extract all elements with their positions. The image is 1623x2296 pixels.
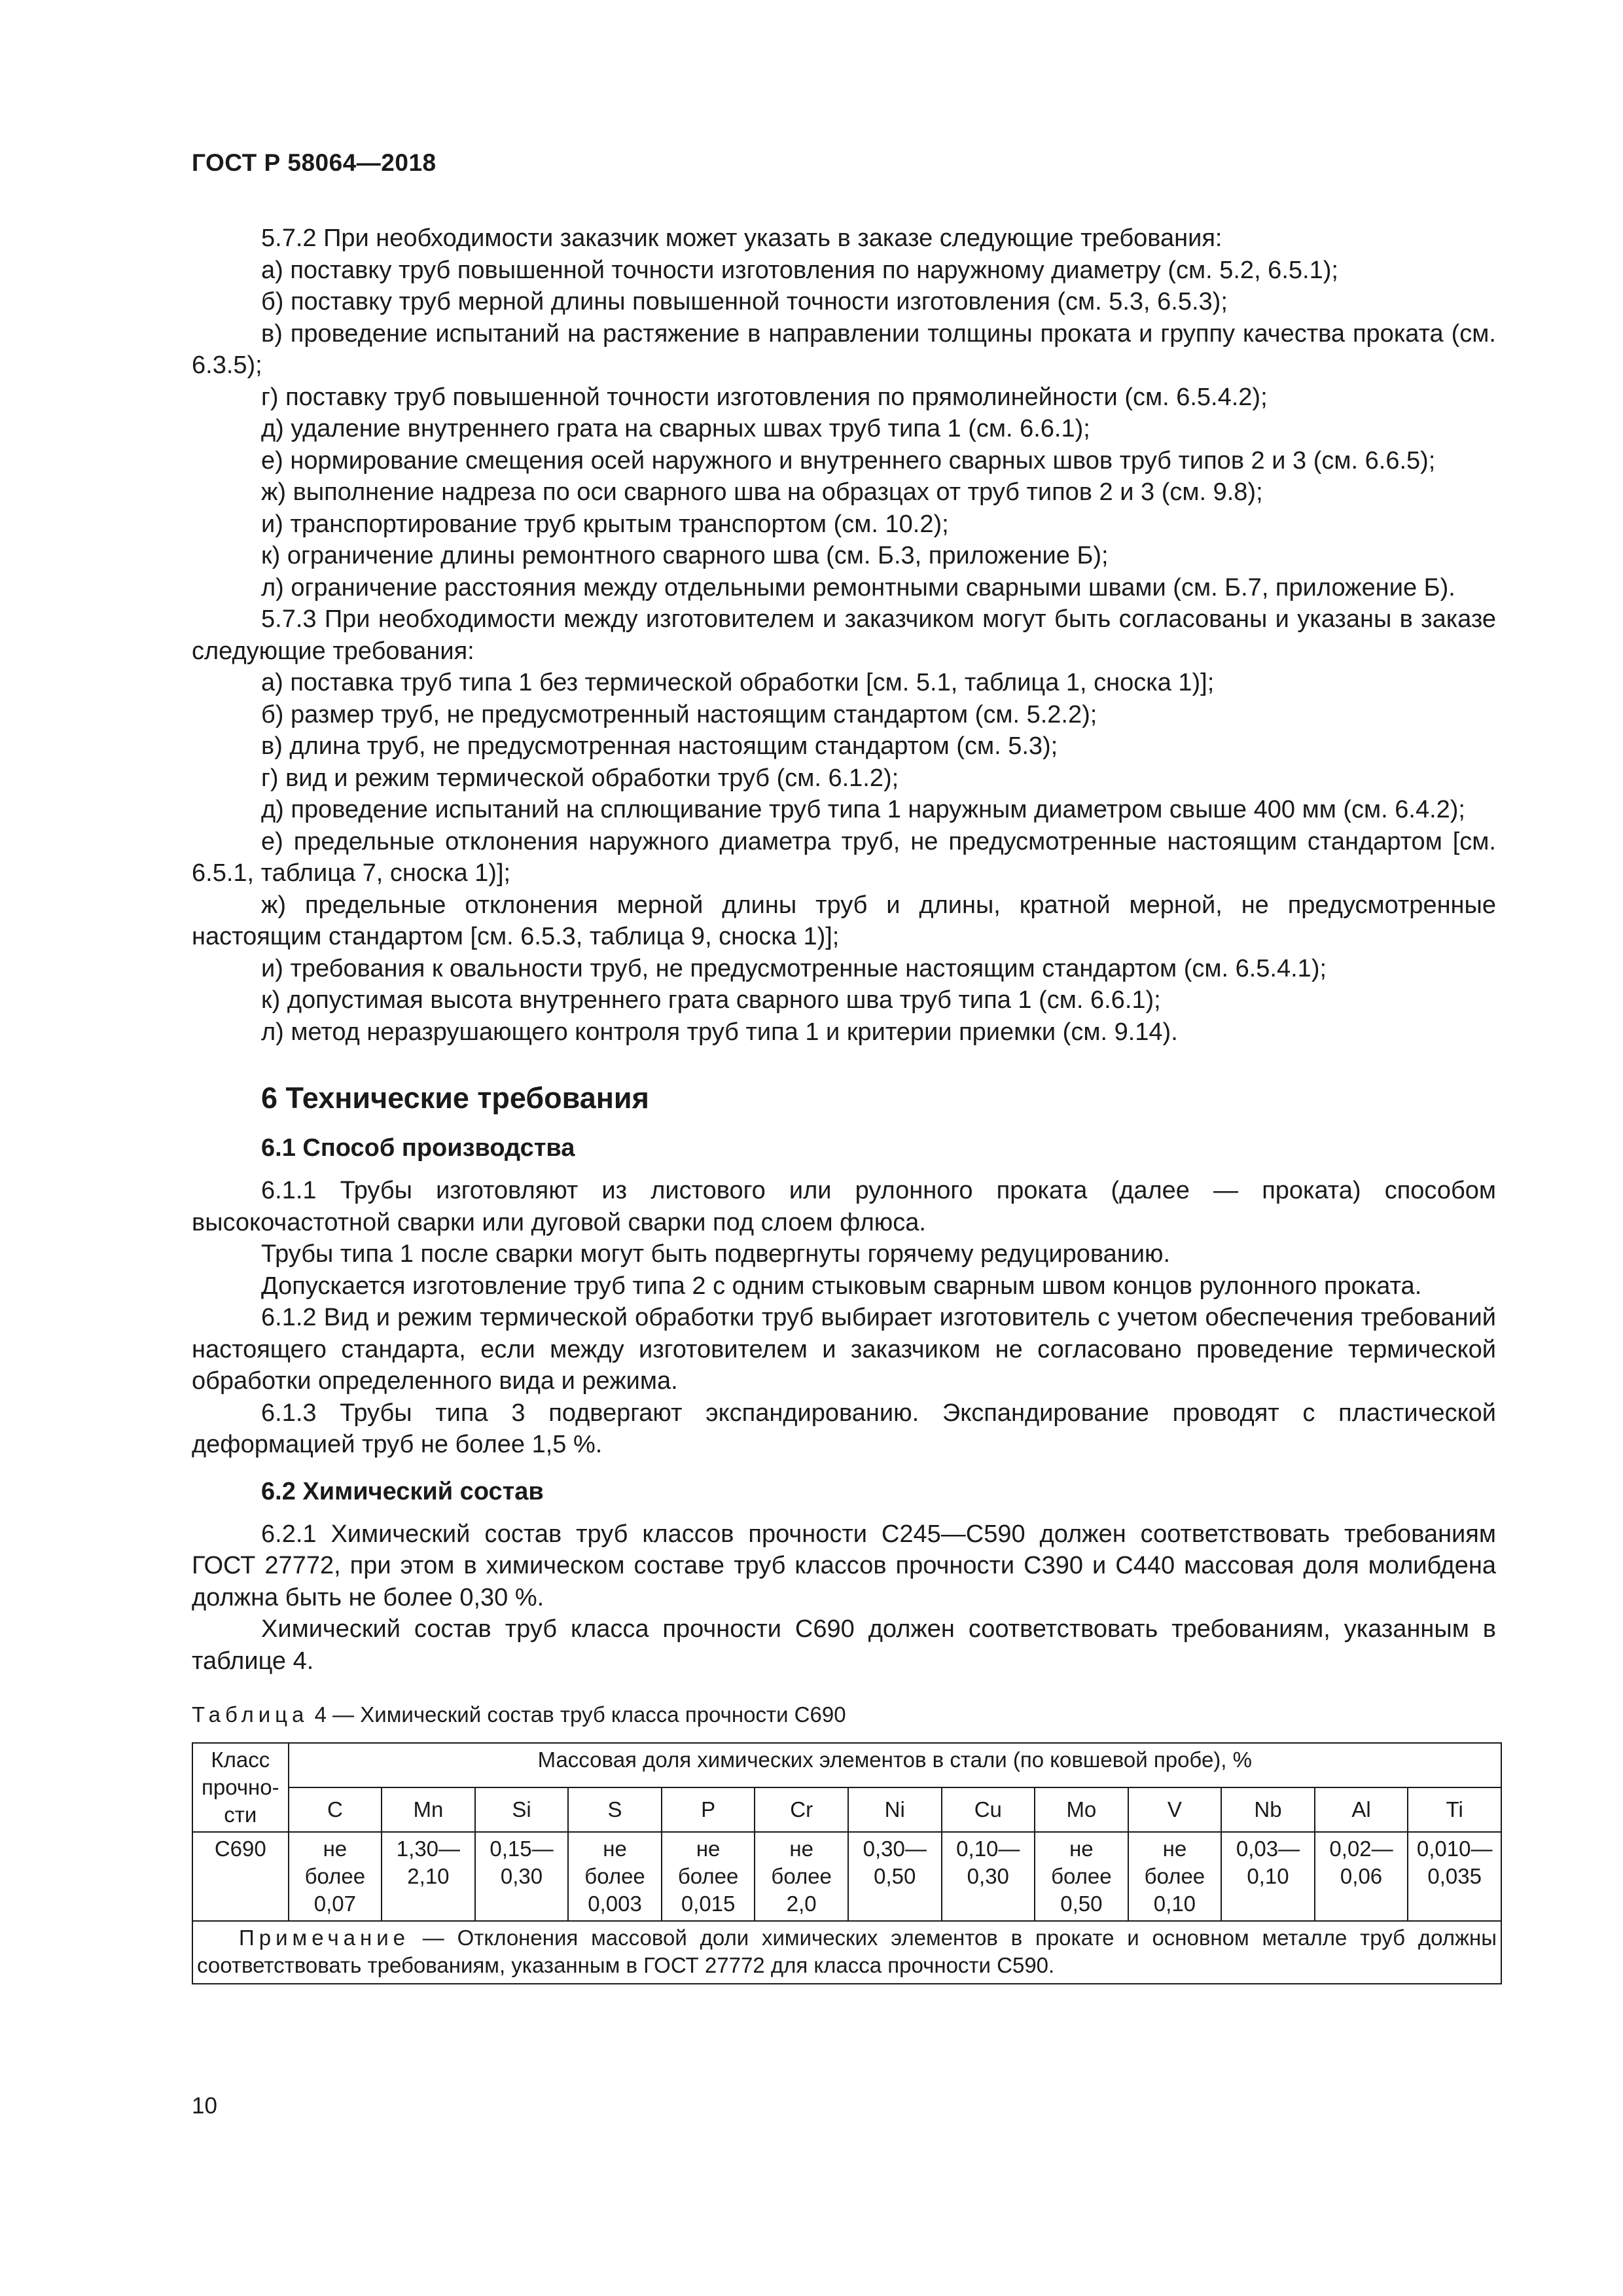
paragraph: Допускается изготовление труб типа 2 с одним стыковым сварным швом концов рулонного проката. [261, 1272, 1422, 1300]
list-item: л) метод неразрушающего контроля труб типа 1 и критерии приемки (см. 9.14). [261, 1018, 1178, 1046]
list-item: к) ограничение длины ремонтного сварного шва (см. Б.3, приложение Б); [261, 542, 1109, 569]
chemical-composition-table [192, 1742, 1502, 1984]
element-header: Mn [382, 1787, 475, 1832]
list-item: в) длина труб, не предусмотренная настоящим стандартом (см. 5.3); [261, 732, 1058, 760]
value-cell: 0,30—0,50 [848, 1832, 942, 1921]
value-cell: 0,010—0,035 [1408, 1832, 1501, 1921]
element-header: Mo [1035, 1787, 1128, 1832]
element-header: V [1128, 1787, 1222, 1832]
table-row [192, 1832, 1501, 1921]
document-header: ГОСТ Р 58064—2018 [192, 149, 437, 176]
value-cell: не более 0,07 [289, 1832, 382, 1921]
paragraph: 6.1.3 Трубы типа 3 подвергают экспандированию. Экспандирование проводят с пластической деформацией труб не более 1,5 %. [192, 1399, 1496, 1458]
value-cell: не более 0,10 [1128, 1832, 1222, 1921]
paragraph: 6.2.1 Химический состав труб классов прочности С245—С590 должен соответствовать требованиям ГОСТ 27772, при этом в химическом составе труб классов прочности С390 и С440 массовая доля молибдена должна быть не более 0,30 %. [192, 1520, 1496, 1611]
list-item: и) транспортирование труб крытым транспортом (см. 10.2); [261, 510, 949, 538]
table-caption-text: 4 — Химический состав труб класса прочности С690 [314, 1702, 846, 1727]
element-header: S [568, 1787, 662, 1832]
paragraph: Трубы типа 1 после сварки могут быть подвергнуты горячему редуцированию. [261, 1240, 1171, 1268]
list-item: д) проведение испытаний на сплющивание труб типа 1 наружным диаметром свыше 400 мм (см. 6.4.2); [261, 796, 1465, 823]
value-cell: 0,15—0,30 [475, 1832, 569, 1921]
group-header-cell: Массовая доля химических элементов в стали (по ковшевой пробе), % [289, 1743, 1501, 1787]
value-cell: не более 0,50 [1035, 1832, 1128, 1921]
table-header-row [192, 1743, 1501, 1787]
list-item: б) размер труб, не предусмотренный настоящим стандартом (см. 5.2.2); [261, 700, 1097, 728]
page-number: 10 [192, 2093, 217, 2119]
page-content [192, 223, 1496, 1984]
value-cell: не более 0,015 [662, 1832, 755, 1921]
list-item: г) вид и режим термической обработки труб (см. 6.1.2); [261, 764, 899, 792]
list-item: ж) выполнение надреза по оси сварного шва на образцах от труб типов 2 и 3 (см. 9.8); [261, 478, 1263, 506]
paragraph: 5.7.2 При необходимости заказчик может указать в заказе следующие требования: [261, 224, 1222, 252]
class-header-cell: Класс прочно-сти [192, 1743, 289, 1832]
paragraph: 5.7.3 При необходимости между изготовителем и заказчиком могут быть согласованы и указаны в заказе следующие требования: [192, 605, 1496, 665]
value-cell: 0,10—0,30 [942, 1832, 1035, 1921]
subsection-heading: 6.1 Способ производства [261, 1134, 575, 1162]
paragraph: 6.1.1 Трубы изготовляют из листового или рулонного проката (далее — проката) способом высокочастотной сварки или дуговой сварки под слоем флюса. [192, 1177, 1496, 1236]
value-cell: не более 0,003 [568, 1832, 662, 1921]
list-item: ж) предельные отклонения мерной длины труб и длины, кратной мерной, не предусмотренные настоящим стандартом [см. 6.5.3, таблица 9, сноска 1)]; [192, 891, 1496, 950]
element-header: Nb [1221, 1787, 1315, 1832]
subsection-heading: 6.2 Химический состав [261, 1477, 544, 1505]
element-header: Cu [942, 1787, 1035, 1832]
paragraph: Химический состав труб класса прочности С690 должен соответствовать требованиям, указанным в таблице 4. [192, 1615, 1496, 1675]
table-caption-word: Таблица [192, 1702, 309, 1727]
list-item: д) удаление внутреннего грата на сварных швах труб типа 1 (см. 6.6.1); [261, 415, 1090, 442]
list-item: г) поставку труб повышенной точности изготовления по прямолинейности (см. 6.5.4.2); [261, 383, 1268, 411]
list-item: и) требования к овальности труб, не предусмотренные настоящим стандартом (см. 6.5.4.1); [261, 954, 1327, 982]
table-note-row [192, 1921, 1501, 1984]
note-text: — Отклонения массовой доли химических элементов в прокате и основном металле труб должны соответствовать требованиям, указанным в ГОСТ 27772 для класса прочности С590. [197, 1926, 1497, 1977]
list-item: л) ограничение расстояния между отдельными ремонтными сварными швами (см. Б.7, приложение Б). [261, 573, 1455, 601]
section-heading: 6 Технические требования [261, 1081, 649, 1115]
list-item: к) допустимая высота внутреннего грата сварного шва труб типа 1 (см. 6.6.1); [261, 986, 1161, 1014]
list-item: а) поставка труб типа 1 без термической обработки [см. 5.1, таблица 1, сноска 1)]; [261, 669, 1215, 696]
element-header: Ti [1408, 1787, 1501, 1832]
element-header: Si [475, 1787, 569, 1832]
list-item: е) предельные отклонения наружного диаметра труб, не предусмотренные настоящим стандартом [см. 6.5.1, таблица 7, сноска 1)]; [192, 827, 1496, 887]
table-note [192, 1921, 1501, 1984]
table-caption [192, 1700, 1496, 1729]
element-header: Cr [755, 1787, 848, 1832]
element-header: Al [1315, 1787, 1408, 1832]
paragraph: 6.1.2 Вид и режим термической обработки труб выбирает изготовитель с учетом обеспечения требований настоящего стандарта, если между изготовителем и заказчиком не согласовано проведение термической обработки определенного вида и режима. [192, 1304, 1496, 1395]
value-cell: 1,30—2,10 [382, 1832, 475, 1921]
value-cell: не более 2,0 [755, 1832, 848, 1921]
requirements-lists [192, 223, 1496, 1048]
list-item: е) нормирование смещения осей наружного и внутреннего сварных швов труб типов 2 и 3 (см. 6.6.5); [261, 446, 1436, 475]
value-cell: 0,03—0,10 [1221, 1832, 1315, 1921]
element-header: Ni [848, 1787, 942, 1832]
note-label: Примечание [239, 1926, 410, 1950]
value-cell: 0,02—0,06 [1315, 1832, 1408, 1921]
class-cell: С690 [192, 1832, 289, 1921]
list-item: б) поставку труб мерной длины повышенной точности изготовления (см. 5.3, 6.5.3); [261, 288, 1228, 315]
list-item: а) поставку труб повышенной точности изготовления по наружному диаметру (см. 5.2, 6.5.1); [261, 256, 1338, 284]
element-header: C [289, 1787, 382, 1832]
elements-header-row [192, 1787, 1501, 1832]
element-header: P [662, 1787, 755, 1832]
list-item: в) проведение испытаний на растяжение в направлении толщины проката и группу качества проката (см. 6.3.5); [192, 319, 1496, 379]
